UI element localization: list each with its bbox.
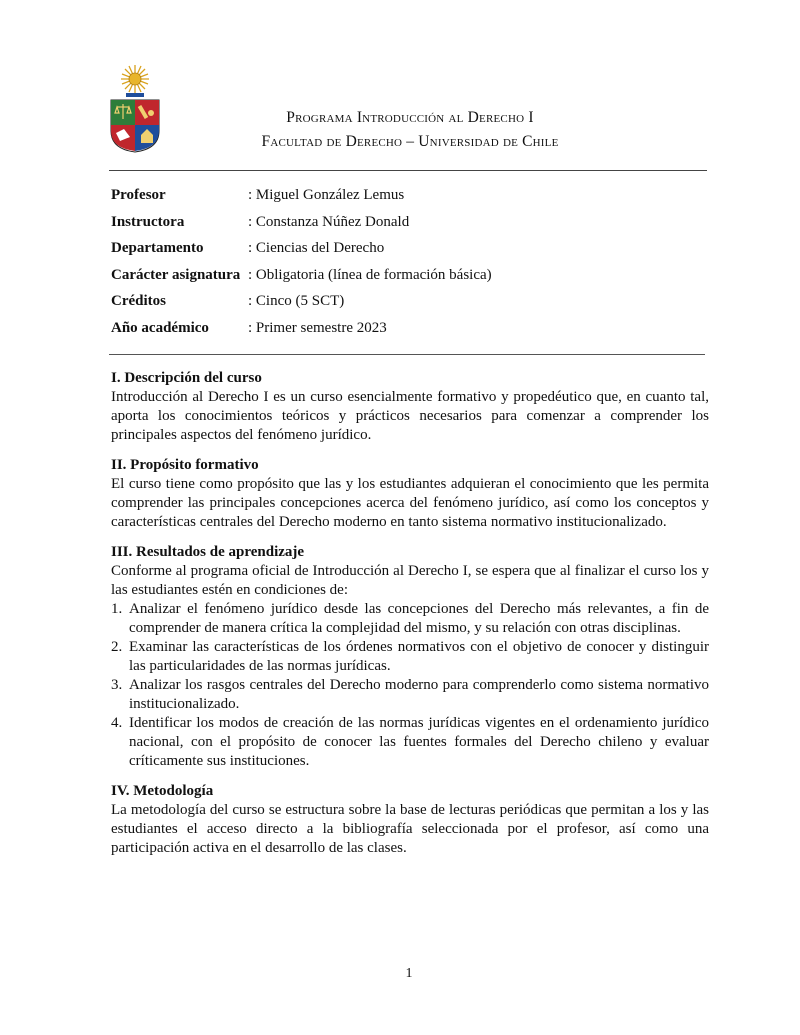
section-title-proposito: II. Propósito formativo <box>111 457 259 473</box>
info-value: : Ciencias del Derecho <box>248 240 385 256</box>
info-row-profesor <box>111 187 711 214</box>
list-item-text: Identificar los modos de creación de las normas jurídicas vigentes en el ordenamiento jurídico nacional, con el propósito de conocer las fuentes formales del Derecho chileno y evaluar críticamente sus instituciones. <box>129 715 709 769</box>
section-title-resultados: III. Resultados de aprendizaje <box>111 544 305 560</box>
list-item-text: Analizar los rasgos centrales del Derecho moderno para comprenderlo como sistema normativo institucionalizado. <box>129 677 709 712</box>
learning-outcomes-list <box>111 600 709 771</box>
list-item <box>111 676 709 714</box>
list-item-number: 4. <box>111 715 123 731</box>
header-divider <box>109 170 707 171</box>
info-label: Departamento <box>111 240 204 256</box>
info-row-caracter <box>111 267 711 294</box>
info-row-creditos <box>111 293 711 320</box>
info-value: : Primer semestre 2023 <box>248 319 387 336</box>
info-label: Instructora <box>111 213 185 230</box>
info-divider <box>109 354 705 355</box>
course-content <box>111 369 709 858</box>
info-row-ano <box>111 320 711 347</box>
list-item-number: 2. <box>111 639 123 655</box>
list-item <box>111 600 709 638</box>
info-value: : Miguel González Lemus <box>248 187 405 203</box>
list-item <box>111 714 709 771</box>
list-item-number: 3. <box>111 677 123 693</box>
university-crest-logo <box>108 63 162 153</box>
list-item-text: Examinar las características de los órdenes normativos con el objetivo de conocer y distinguir las particularidades de las normas jurídicas. <box>129 639 709 674</box>
info-row-departamento <box>111 240 711 267</box>
info-label: Créditos <box>111 293 166 309</box>
info-label: Año académico <box>111 319 209 336</box>
info-value: : Cinco (5 SCT) <box>248 293 345 309</box>
list-item <box>111 638 709 676</box>
page-number: 1 <box>405 966 413 981</box>
list-item-text: Analizar el fenómeno jurídico desde las concepciones del Derecho más relevantes, a fin de comprender de manera crítica la complejidad del mismo, y su relación con otras disciplinas. <box>129 601 709 636</box>
section-title-metodologia: IV. Metodología <box>111 783 214 799</box>
info-value: : Constanza Núñez Donald <box>248 213 410 230</box>
section-body-descripcion: Introducción al Derecho I es un curso esencialmente formativo y propedéutico que, en cuanto tal, aporta los conocimientos teóricos y prácticos necesarios para comenzar a comprender los principales aspectos del fenómeno jurídico. <box>111 389 709 443</box>
course-info <box>111 187 711 346</box>
faculty-title-text: Facultad de Derecho – Universidad de Chile <box>261 133 559 150</box>
list-item-number: 1. <box>111 601 123 617</box>
info-label: Carácter asignatura <box>111 266 241 283</box>
info-label: Profesor <box>111 187 166 203</box>
section-title-descripcion: I. Descripción del curso <box>111 370 262 386</box>
section-body-proposito: El curso tiene como propósito que las y los estudiantes adquieran el conocimiento que les permita comprender las principales concepciones acerca del fenómeno jurídico, así como los conceptos y características centrales del Derecho moderno en tanto sistema normativo institucionalizado. <box>111 476 709 530</box>
program-title <box>160 109 660 127</box>
section-body-resultados: Conforme al programa oficial de Introducción al Derecho I, se espera que al finalizar el curso los y las estudiantes estén en condiciones de: <box>111 563 709 598</box>
section-body-metodologia: La metodología del curso se estructura sobre la base de lecturas periódicas que permitan a los y las estudiantes el acceso directo a la bibliografía seleccionada por el profesor, así como una participación activa en el desarrollo de las clases. <box>111 802 709 856</box>
info-value: : Obligatoria (línea de formación básica) <box>248 266 492 283</box>
info-row-instructora <box>111 214 711 241</box>
program-title-text: Programa Introducción al Derecho I <box>286 109 534 126</box>
faculty-title <box>160 133 660 151</box>
